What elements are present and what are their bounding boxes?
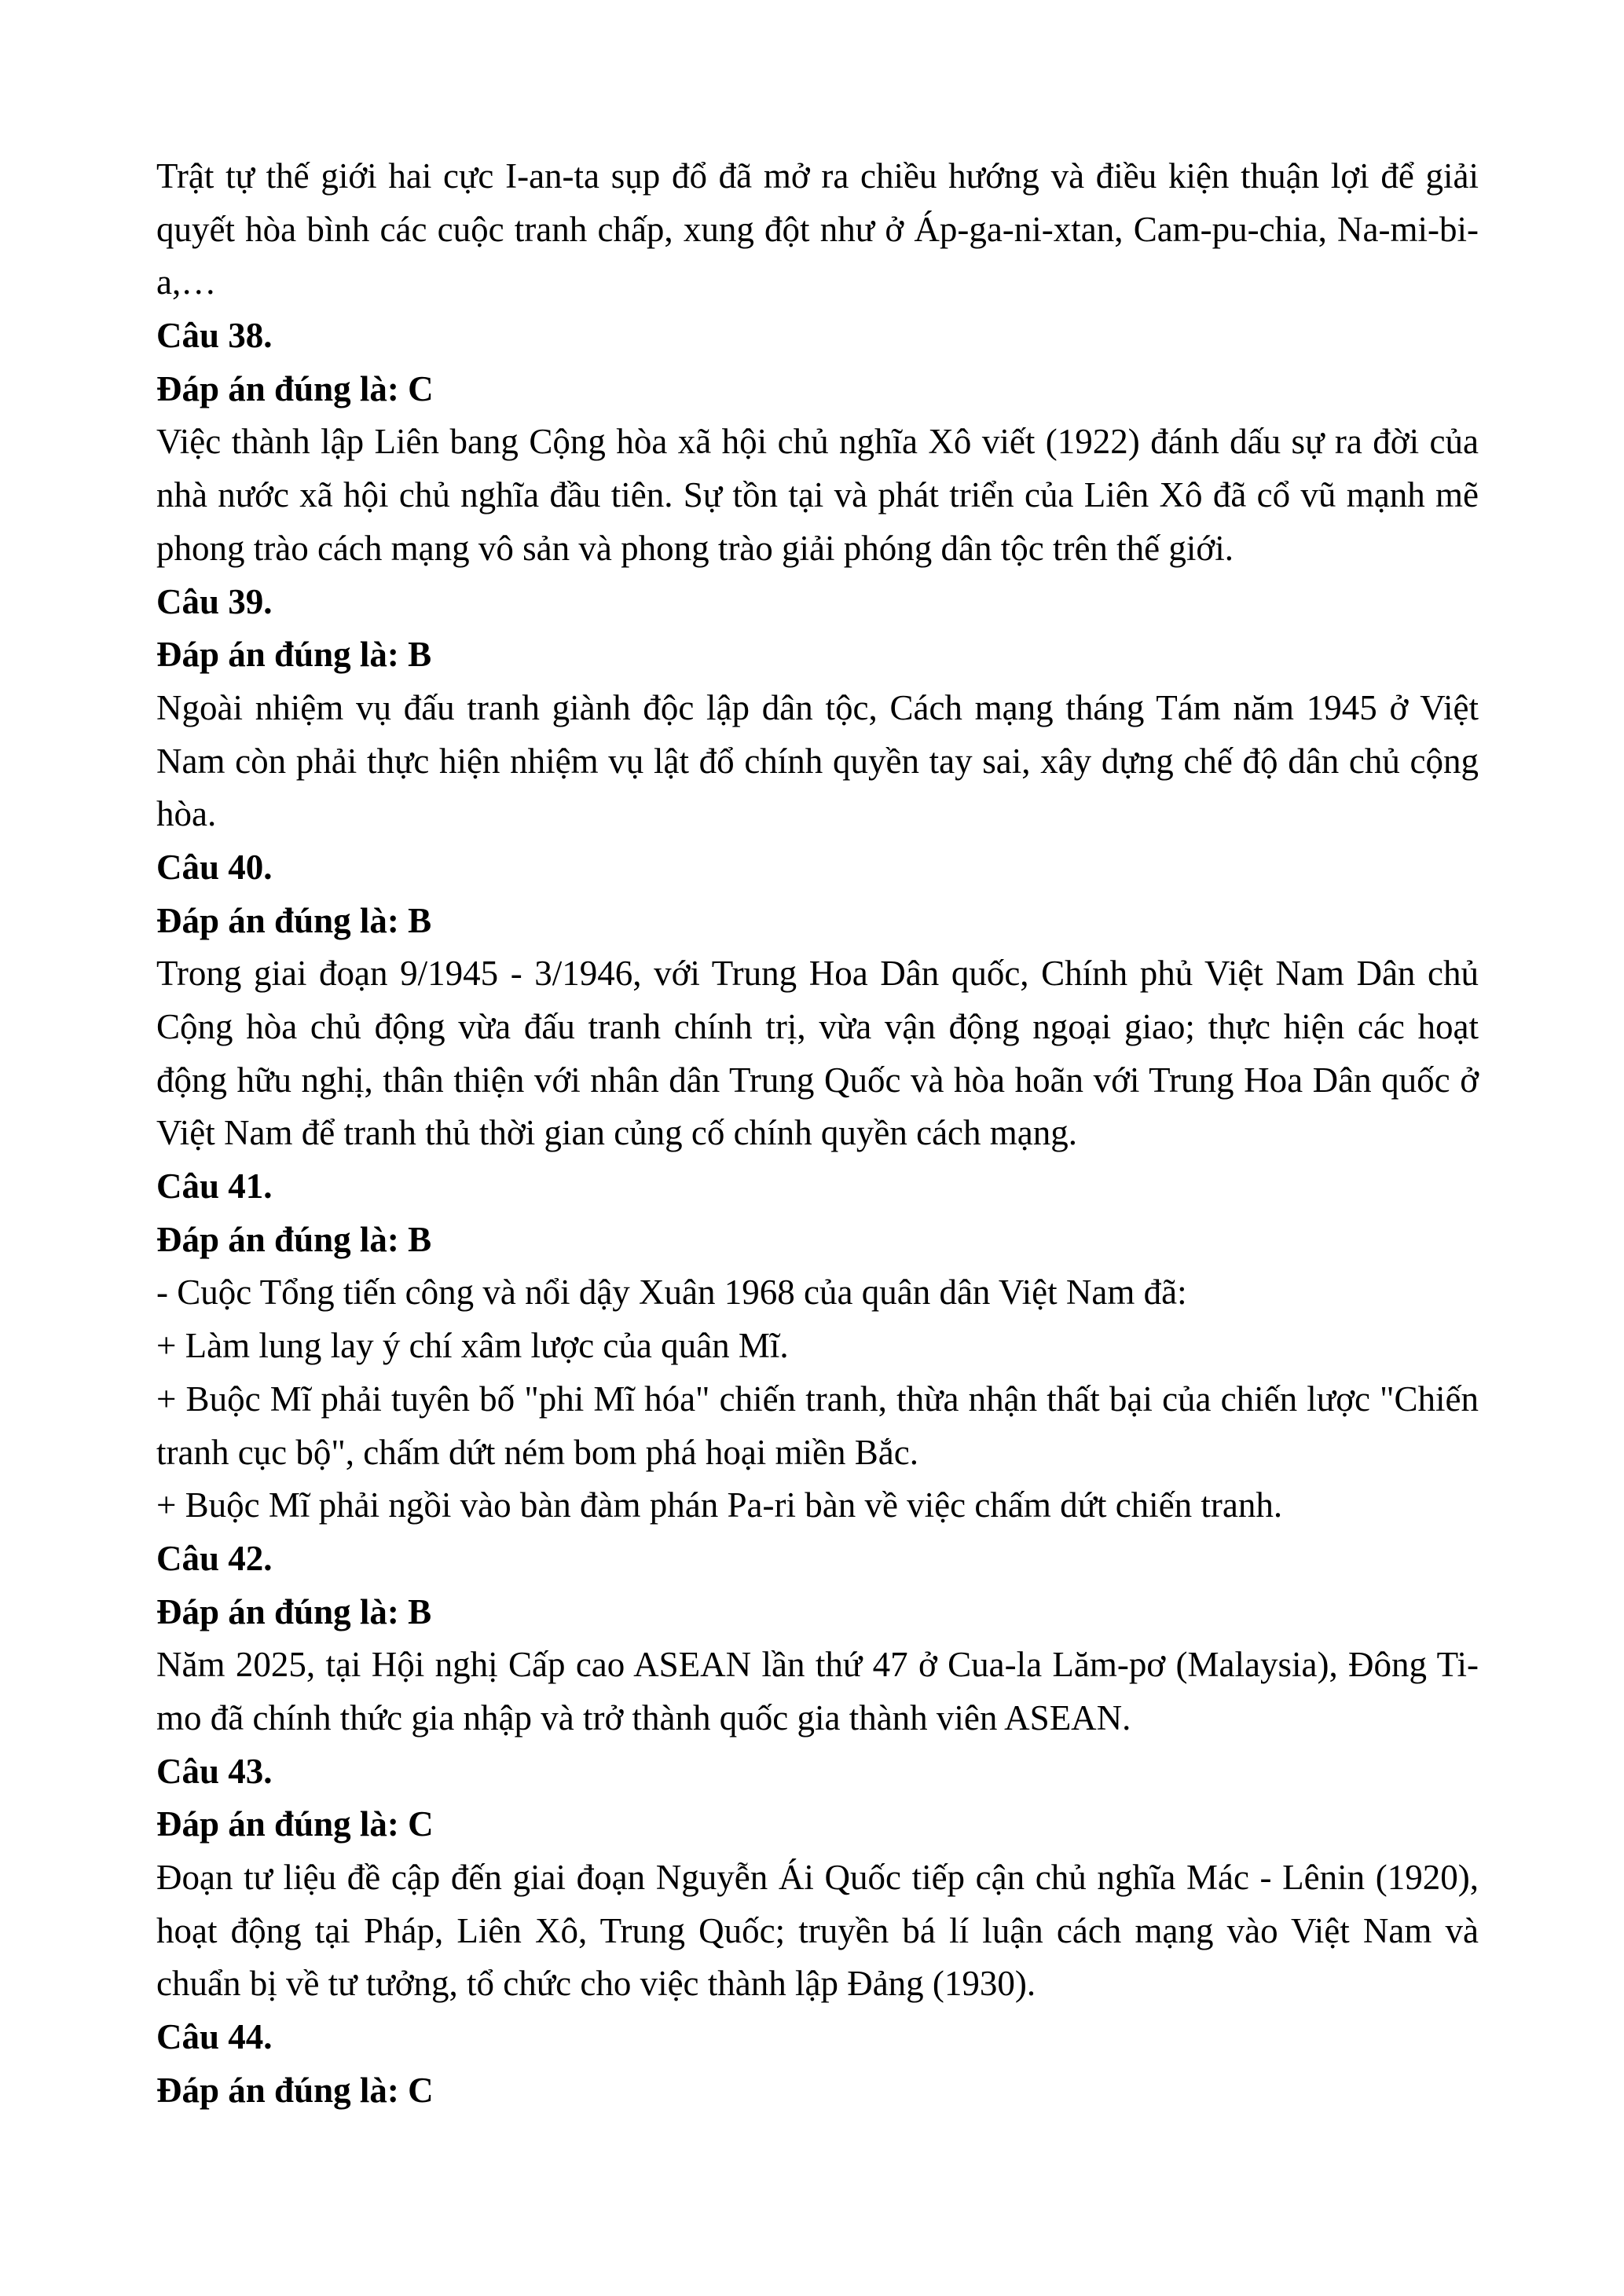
text-line: hòa. [156,794,217,834]
text-line: Câu 42. [156,1538,273,1578]
paragraph [156,1373,1479,1479]
paragraph [156,416,1479,575]
paragraph [156,1320,1479,1373]
text-line: - Cuộc Tổng tiến công và nổi dậy Xuân 1968 của quân dân Việt Nam đã: [156,1273,1187,1313]
document-page [156,150,1479,2117]
text-line: Trong giai đoạn 9/1945 - 3/1946, với Trung Hoa Dân quốc, Chính phủ Việt Nam Dân chủ [156,954,1479,994]
answer-label [156,1214,1479,1267]
paragraph [156,682,1479,841]
text-line: Đáp án đúng là: B [156,1219,432,1259]
text-line: + Làm lung lay ý chí xâm lược của quân Mĩ. [156,1326,789,1366]
text-line: Đoạn tư liệu đề cập đến giai đoạn Nguyễn Ái Quốc tiếp cận chủ nghĩa Mác - Lênin (1920), [156,1858,1479,1897]
text-line: Cộng hòa chủ động vừa đấu tranh chính trị, vừa vận động ngoại giao; thực hiện các hoạt [156,1007,1479,1046]
answer-label [156,1586,1479,1639]
answer-label [156,1798,1479,1851]
question-heading [156,2011,1479,2064]
text-line: phong trào cách mạng vô sản và phong trào giải phóng dân tộc trên thế giới. [156,528,1234,568]
text-line: Đáp án đúng là: B [156,635,432,675]
text-line: Đáp án đúng là: C [156,2070,434,2110]
answer-label [156,363,1479,416]
answer-label [156,2064,1479,2118]
text-line: + Buộc Mĩ phải tuyên bố "phi Mĩ hóa" chiến tranh, thừa nhận thất bại của chiến lược "Chiến [156,1379,1479,1419]
text-line: Câu 40. [156,847,273,887]
question-heading [156,576,1479,629]
text-line: Đáp án đúng là: B [156,1591,432,1631]
text-line: a,… [156,262,217,302]
paragraph [156,150,1479,309]
question-heading [156,309,1479,363]
text-line: động hữu nghị, thân thiện với nhân dân Trung Quốc và hòa hoãn với Trung Hoa Dân quốc ở [156,1060,1479,1100]
text-line: quyết hòa bình các cuộc tranh chấp, xung đột như ở Áp-ga-ni-xtan, Cam-pu-chia, Na-mi-bi- [156,209,1479,249]
text-line: tranh cục bộ", chấm dứt ném bom phá hoại miền Bắc. [156,1432,918,1472]
text-line: Ngoài nhiệm vụ đấu tranh giành độc lập dân tộc, Cách mạng tháng Tám năm 1945 ở Việt [156,687,1479,727]
text-line: Nam còn phải thực hiện nhiệm vụ lật đổ chính quyền tay sai, xây dựng chế độ dân chủ cộng [156,741,1479,781]
text-line: Năm 2025, tại Hội nghị Cấp cao ASEAN lần thứ 47 ở Cua-la Lăm-pơ (Malaysia), Đông Ti- [156,1645,1479,1685]
paragraph [156,1479,1479,1532]
text-line: Câu 38. [156,316,273,356]
text-line: Câu 39. [156,581,273,621]
answer-label [156,895,1479,948]
question-heading [156,1745,1479,1799]
paragraph [156,1639,1479,1745]
text-line: Đáp án đúng là: C [156,1804,434,1844]
text-line: Việc thành lập Liên bang Cộng hòa xã hội chủ nghĩa Xô viết (1922) đánh dấu sự ra đời của [156,422,1479,462]
text-line: chuẩn bị về tư tưởng, tổ chức cho việc thành lập Đảng (1930). [156,1964,1036,2004]
paragraph [156,947,1479,1160]
paragraph [156,1266,1479,1320]
text-line: Việt Nam để tranh thủ thời gian củng cố chính quyền cách mạng. [156,1113,1077,1153]
text-line: Đáp án đúng là: C [156,368,434,408]
question-heading [156,1532,1479,1586]
text-line: mo đã chính thức gia nhập và trở thành quốc gia thành viên ASEAN. [156,1697,1131,1738]
text-line: Câu 43. [156,1751,273,1791]
text-line: hoạt động tại Pháp, Liên Xô, Trung Quốc; truyền bá lí luận cách mạng vào Việt Nam và [156,1910,1479,1950]
text-line: Câu 44. [156,2017,273,2057]
text-line: Đáp án đúng là: B [156,900,432,940]
question-heading [156,841,1479,895]
question-heading [156,1160,1479,1214]
text-line: + Buộc Mĩ phải ngồi vào bàn đàm phán Pa-ri bàn về việc chấm dứt chiến tranh. [156,1485,1283,1525]
answer-label [156,628,1479,682]
text-line: Trật tự thế giới hai cực I-an-ta sụp đổ đã mở ra chiều hướng và điều kiện thuận lợi để giải [156,156,1479,196]
paragraph [156,1851,1479,2011]
text-line: nhà nước xã hội chủ nghĩa đầu tiên. Sự tồn tại và phát triển của Liên Xô đã cổ vũ mạnh mẽ [156,475,1479,515]
text-line: Câu 41. [156,1166,273,1207]
